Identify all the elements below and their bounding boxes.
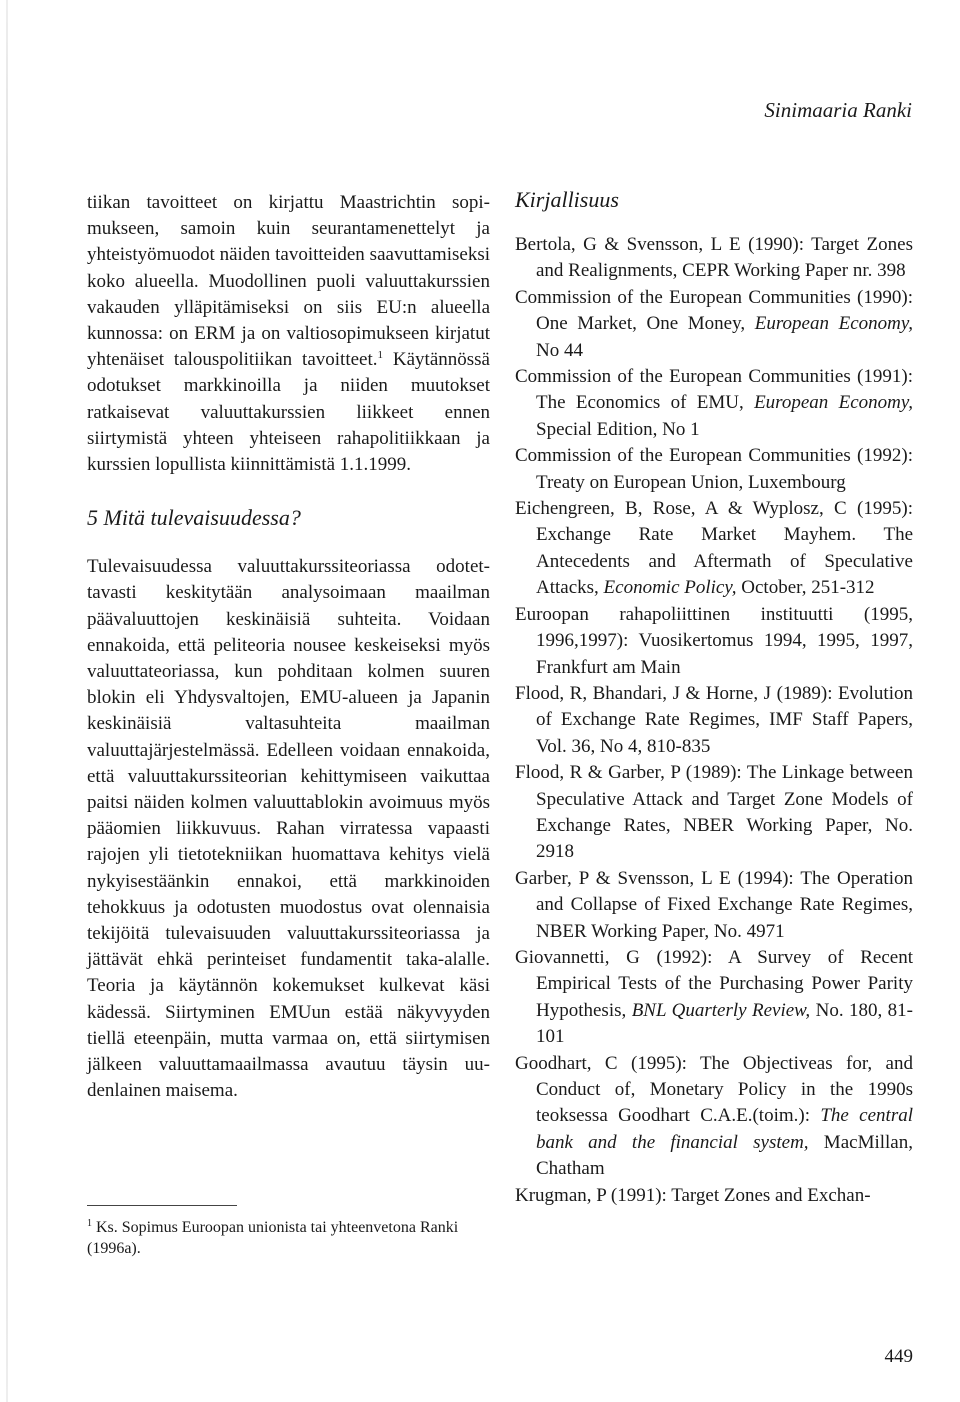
scan-edge (6, 0, 8, 1402)
reference-text: Eichengreen, B, Rose, A & Wyplosz, C (1995): Exchange Rate Market Mayhem. The Antecedents and Aftermath of Speculative Attacks, (515, 498, 913, 599)
reference-item (515, 760, 913, 866)
reference-text-end: October, 251-312 (736, 577, 875, 599)
footnote-text: Ks. Sopimus Euroopan unionista tai yhteenvetona Ranki (1996a). (87, 1219, 459, 1257)
left-column (87, 190, 490, 1105)
reference-text: Commission of the European Communities (1992): Treaty on European Union, Luxembourg (515, 445, 913, 493)
footnote-rule (87, 1205, 237, 1206)
reference-item (515, 364, 913, 443)
reference-text: Bertola, G & Svensson, L E (1990): Target Zones and Realignments, CEPR Working Paper nr. 398 (515, 234, 913, 282)
reference-text: Giovannetti, G (1992): A Survey of Recent Empirical Tests of the Purchasing Power Parity Hypothesis, (515, 946, 913, 1021)
paragraph-1-text: tiikan tavoitteet on kirjattu Maastrichtin sopimukseen, samoin kuin seurantamenettelyt ja yhteistyömuodot näiden tavoitteiden saavuttamiseksi koko alueella. Muodollinen puoli valuuttakurssien vakauden ylläpitämiseksi on siis EU:n alueella kunnossa: on ERM ja on valtiosopimukseen kirjatut yhtenäiset talouspolitiikan tavoitteet. (87, 192, 490, 371)
reference-text: Commission of the European Communities (1991): The Economics of EMU, (515, 366, 913, 414)
reference-item (515, 443, 913, 496)
reference-title: BNL Quarterly Review, (631, 999, 811, 1021)
reference-item (515, 602, 913, 681)
reference-item (515, 232, 913, 285)
reference-text: Commission of the European Communities (1990): One Market, One Money, (515, 286, 913, 335)
reference-title: European Economy, (754, 392, 914, 414)
reference-item (515, 285, 913, 364)
reference-title: European Economy, (754, 313, 913, 335)
page-number: 449 (884, 1346, 913, 1367)
reference-text: Flood, R, Bhandari, J & Horne, J (1989): Evolution of Exchange Rate Regimes, IMF Staff Papers, Vol. 36, No 4, 810-835 (515, 682, 913, 757)
reference-text: Goodhart, C (1995): The Objectiveas for, and Conduct of, Monetary Policy in the 1990s teoksessa Goodhart C.A.E.(toim.): (515, 1052, 913, 1127)
reference-item (515, 1183, 913, 1209)
paragraph-2: Tulevaisuudessa valuuttakurssiteoriassa odotettavasti keskitytään analysoimaan maailman päävaluuttojen keskinäisiä suhteita. Voidaan ennakoida, että peliteoria nousee keskeiseksi myös valuuttateoriassa, kun pohditaan kolmen suuren blokin eli Yhdysvaltojen, EMU-alueen ja Japanin keskinäisiä valtasuhteita maailman valuuttajärjestelmässä. Edelleen voidaan ennakoida, että valuuttakurssiteorian kehittymiseen vaikuttaa paitsi näiden kolmen valuuttablokin avoimuus myös pääomien liikkuvuus. Rahan virratessa vapaasti rajojen yli tietotekniikan huomattava kehitys vielä nykyisestäänkin ennakoi, että markkinoiden tehokkuus ja odotusten muodostus ovat olennaisia tekijöitä tulevaisuuden valuuttakurssiteoriassa ja jättävät ehkä perinteiset fundamentit taka-alalle. Teoria ja käytännön kokemukset kulkevat käsi kädessä. Siirtyminen EMUun estää näkyvyyden tiellä eteenpäin, mutta varmaa on, että siirtymisen jälkeen valuuttamaailmassa avautuu täysin uudenlainen maisema. (87, 556, 490, 1102)
reference-item (515, 496, 913, 602)
reference-text-end: No 44 (536, 339, 583, 361)
reference-text-end: No. 180, 81-101 (536, 999, 913, 1048)
reference-text: Flood, R & Garber, P (1989): The Linkage between Speculative Attack and Target Zone Models of Exchange Rates, NBER Working Paper, No. 2918 (515, 762, 913, 863)
footnote (87, 1217, 487, 1259)
reference-item (515, 866, 913, 945)
paragraph-1-continued: Käytännössä odotukset markkinoilla ja niiden muutokset ratkaisevat valuuttakurssien liikkeet ennen siirtymistä yhteen yhteiseen rahapolitiikkaan ja kurssien lopullista kiinnittämistä 1.1.1999. (87, 349, 490, 476)
section-heading: 5 Mitä tulevaisuudessa? (87, 505, 301, 531)
footnote-reference: 1 (377, 349, 383, 362)
reference-item (515, 681, 913, 760)
reference-text-end: MacMillan, Chatham (536, 1131, 913, 1180)
reference-text: Garber, P & Svensson, L E (1994): The Operation and Collapse of Fixed Exchange Rate Regimes, NBER Working Paper, No. 4971 (515, 867, 913, 942)
reference-title: The central bank and the financial system, (536, 1105, 913, 1153)
reference-text: Krugman, P (1991): Target Zones and Exchan- (515, 1184, 871, 1206)
paragraph-1 (87, 190, 490, 478)
reference-text-end: Special Edition, No 1 (536, 418, 700, 440)
footnote-mark: 1 (87, 1218, 92, 1229)
references-column (515, 186, 913, 1209)
reference-title: Economic Policy, (603, 577, 737, 599)
reference-list (515, 232, 913, 1209)
reference-item (515, 1051, 913, 1183)
references-heading: Kirjallisuus (515, 187, 619, 212)
reference-item (515, 945, 913, 1051)
running-head: Sinimaaria Ranki (764, 98, 912, 122)
reference-text: Euroopan rahapoliittinen instituutti (1995, 1996,1997): Vuosikertomus 1994, 1995, 1997, Frankfurt am Main (515, 603, 913, 678)
